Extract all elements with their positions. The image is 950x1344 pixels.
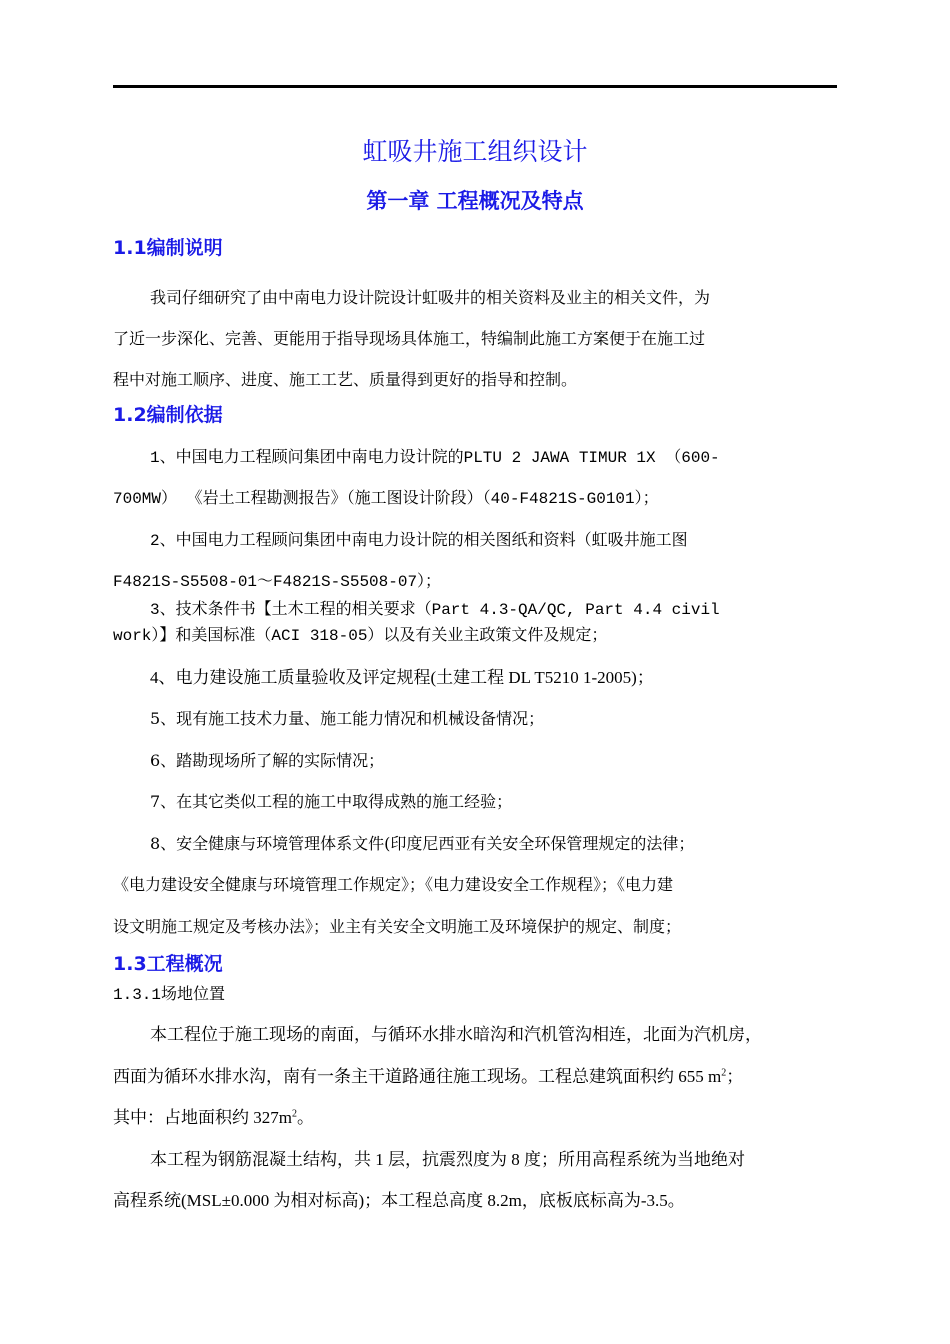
- paragraph-line: 本工程为钢筋混凝土结构，共 1 层，抗震烈度为 8 度；所用高程系统为当地绝对: [150, 1150, 745, 1169]
- basis-item-1-line-1: 1、中国电力工程顾问集团中南电力设计院的PLTU 2 JAWA TIMUR 1X （600-: [150, 449, 720, 467]
- section-heading-1-1: 1.1编制说明: [113, 237, 223, 259]
- basis-item-3-line-1: 3、技术条件书【土木工程的相关要求（Part 4.3-QA/QC, Part 4.4 civil: [150, 601, 720, 619]
- basis-item-2-line-1: 2、中国电力工程顾问集团中南电力设计院的相关图纸和资料（虹吸井施工图: [150, 532, 688, 550]
- superscript: 2: [721, 1067, 727, 1079]
- paragraph-line: 了近一步深化、完善、更能用于指导现场具体施工，特编制此施工方案便于在施工过: [113, 329, 706, 348]
- paragraph-text: 西面为循环水排水沟，南有一条主干道路通往施工现场。工程总建筑面积约 655 m: [113, 1067, 722, 1086]
- basis-item-8-line-1: 8、安全健康与环境管理体系文件(印度尼西亚有关安全环保管理规定的法律；: [150, 834, 695, 853]
- subsection-heading-1-3-1: 1.3.1场地位置: [113, 986, 226, 1004]
- basis-item-2-line-2: F4821S-S5508-01～F4821S-S5508-07）；: [113, 573, 442, 591]
- basis-item-1-line-2: 700MW） 《岩土工程勘测报告》（施工图设计阶段）（40-F4821S-G0101）；: [113, 490, 659, 508]
- paragraph-line: [113, 1107, 837, 1129]
- superscript: 2: [291, 1108, 297, 1120]
- paragraph-text: 其中：占地面积约 327m: [113, 1108, 292, 1127]
- paragraph-line: 程中对施工顺序、进度、施工工艺、质量得到更好的指导和控制。: [113, 370, 578, 389]
- paragraph-line: 高程系统(MSL±0.000 为相对标高)；本工程总高度 8.2m，底板底标高为-3.5。: [113, 1191, 685, 1210]
- chapter-heading: 第一章 工程概况及特点: [366, 189, 584, 213]
- header-rule: [113, 85, 837, 88]
- basis-item-8-line-2: 《电力建设安全健康与环境管理工作规定》；《电力建设安全工作规程》；《电力建: [113, 875, 674, 894]
- basis-item-4: 4、电力建设施工质量验收及评定规程(土建工程 DL T5210 1-2005)；: [150, 668, 654, 687]
- basis-item-5: 5、现有施工技术力量、施工能力情况和机械设备情况；: [150, 709, 545, 728]
- paragraph-line: 我司仔细研究了由中南电力设计院设计虹吸井的相关资料及业主的相关文件，为: [150, 288, 711, 307]
- basis-item-6: 6、踏勘现场所了解的实际情况；: [150, 751, 385, 770]
- basis-item-8-line-3: 设文明施工规定及考核办法》；业主有关安全文明施工及环境保护的规定、制度；: [113, 917, 682, 936]
- paragraph-line: [113, 1066, 837, 1088]
- section-heading-1-3: 1.3工程概况: [113, 953, 223, 975]
- paragraph-line: 本工程位于施工现场的南面，与循环水排水暗沟和汽机管沟相连，北面为汽机房，: [150, 1025, 762, 1044]
- paragraph-text: 。: [296, 1108, 314, 1127]
- paragraph-text: ；: [726, 1067, 744, 1086]
- basis-item-3-line-2: work）】和美国标准（ACI 318-05）以及有关业主政策文件及规定；: [113, 627, 608, 645]
- section-heading-1-2: 1.2编制依据: [113, 404, 223, 426]
- document-title: 虹吸井施工组织设计: [362, 137, 588, 166]
- basis-item-7: 7、在其它类似工程的施工中取得成熟的施工经验；: [150, 792, 513, 811]
